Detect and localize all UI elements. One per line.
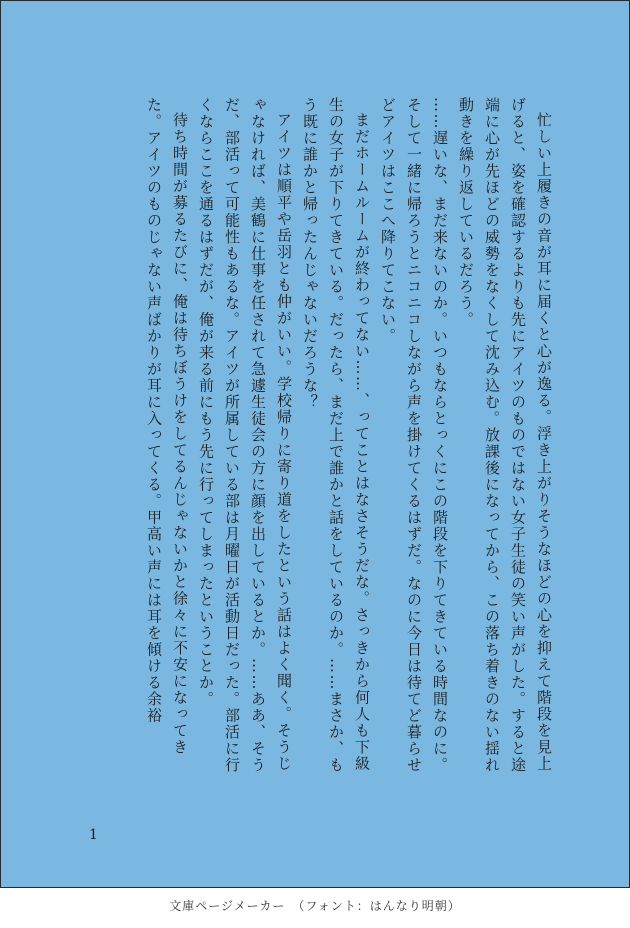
paragraph-5: 待ち時間が募るたびに、俺は待ちぼうけをしてるんじゃないかと徐々に不安になってきた。アイツのものじゃない声ばかりが耳に入ってくる。甲高い声には耳を傾ける余裕 [145, 97, 189, 756]
vertical-text-body [77, 97, 557, 787]
footer-caption: 文庫ページメーカー （フォント：はんなり明朝） [169, 899, 461, 913]
paragraph-1: 忙しい上履きの音が耳に届くと心が逸る。浮き上がりそうなほどの心を抑えて階段を見上げると、姿を確認するよりも先にアイツのものではない女子生徒の笑い声がした。すると途端に心が先ほどの威勢をなくして沈み込む。放課後になってから、この落ち着きのない揺れ動きを繰り返しているだろう。 [457, 97, 553, 774]
paragraph-2: ……遅いな、まだ来ないのか。いつもならとっくにこの階段を下りてきている時間なのに。そして一緒に帰ろうとニコニコしながら声を掛けてくるはずだ。なのに今日は待てど暮らせどアイツはここへ降りてこない。 [379, 97, 449, 774]
page-number: 1 [89, 827, 98, 843]
paragraph-4: アイツは順平や岳羽とも仲がいい。学校帰りに寄り道をしたという話はよく聞く。そうじゃなければ、美鶴に仕事を任されて急遽生徒会の方に顔を出しているとか。……ああ、そうだ、部活って可能性もあるな。アイツが所属している部は月曜日が活動日だった。部活に行くならここを通るはずだが、俺が来る前にもう先に行ってしまったということか。 [197, 97, 293, 774]
paragraph-3: まだホームルームが終わってない……、ってことはなさそうだな。さっきから何人も下級生の女子が下りてきている。だったら、まだ上で誰かと話をしているのか。……まさか、もう既に誰かと帰ったんじゃないだろうな？ [301, 97, 371, 774]
